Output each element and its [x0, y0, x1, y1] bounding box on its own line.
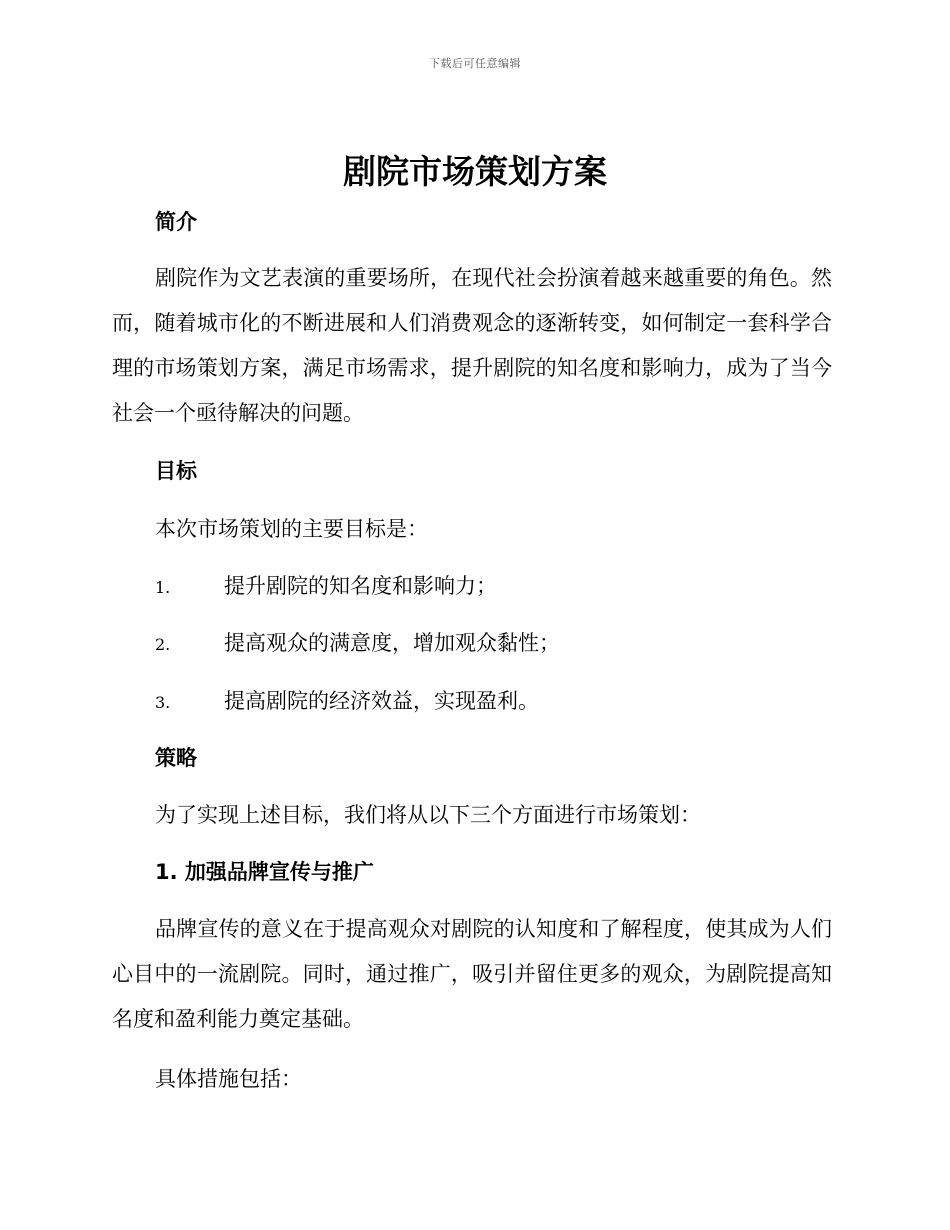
- goal-list-item: [155, 686, 539, 718]
- intro-paragraph: 剧院作为文艺表演的重要场所，在现代社会扮演着越来越重要的角色。然而，随着城市化的不断进展和人们消费观念的逐渐转变，如何制定一套科学合理的市场策划方案，满足市场需求，提升剧院的知名度和影响力，成为了当今社会一个亟待解决的问题。: [112, 266, 832, 425]
- section-heading-strategy: 策略: [155, 746, 197, 770]
- section-heading-goals: 目标: [155, 459, 197, 483]
- list-text: 提高剧院的经济效益，实现盈利。: [224, 689, 539, 713]
- list-number: 2.: [155, 635, 171, 654]
- list-text: 提升剧院的知名度和影响力；: [224, 574, 497, 598]
- document-title: 剧院市场策划方案: [343, 152, 607, 191]
- strategy-lead: 为了实现上述目标，我们将从以下三个方面进行市场策划：: [155, 803, 701, 827]
- goal-list-item: [155, 571, 497, 603]
- goal-list-item: [155, 628, 560, 660]
- brand-paragraph: 品牌宣传的意义在于提高观众对剧院的认知度和了解程度，使其成为人们心目中的一流剧院。同时，通过推广，吸引并留住更多的观众，为剧院提高知名度和盈利能力奠定基础。: [112, 917, 832, 1031]
- measures-lead: 具体措施包括：: [155, 1067, 302, 1091]
- list-number: 3.: [155, 693, 171, 712]
- list-number: 1.: [155, 578, 171, 597]
- subsection-heading-brand: 1. 加强品牌宣传与推广: [155, 860, 374, 884]
- header-note: 下载后可任意编辑: [429, 57, 521, 70]
- list-text: 提高观众的满意度，增加观众黏性；: [224, 631, 560, 655]
- section-heading-intro: 简介: [155, 210, 197, 234]
- goals-lead: 本次市场策划的主要目标是：: [155, 517, 428, 541]
